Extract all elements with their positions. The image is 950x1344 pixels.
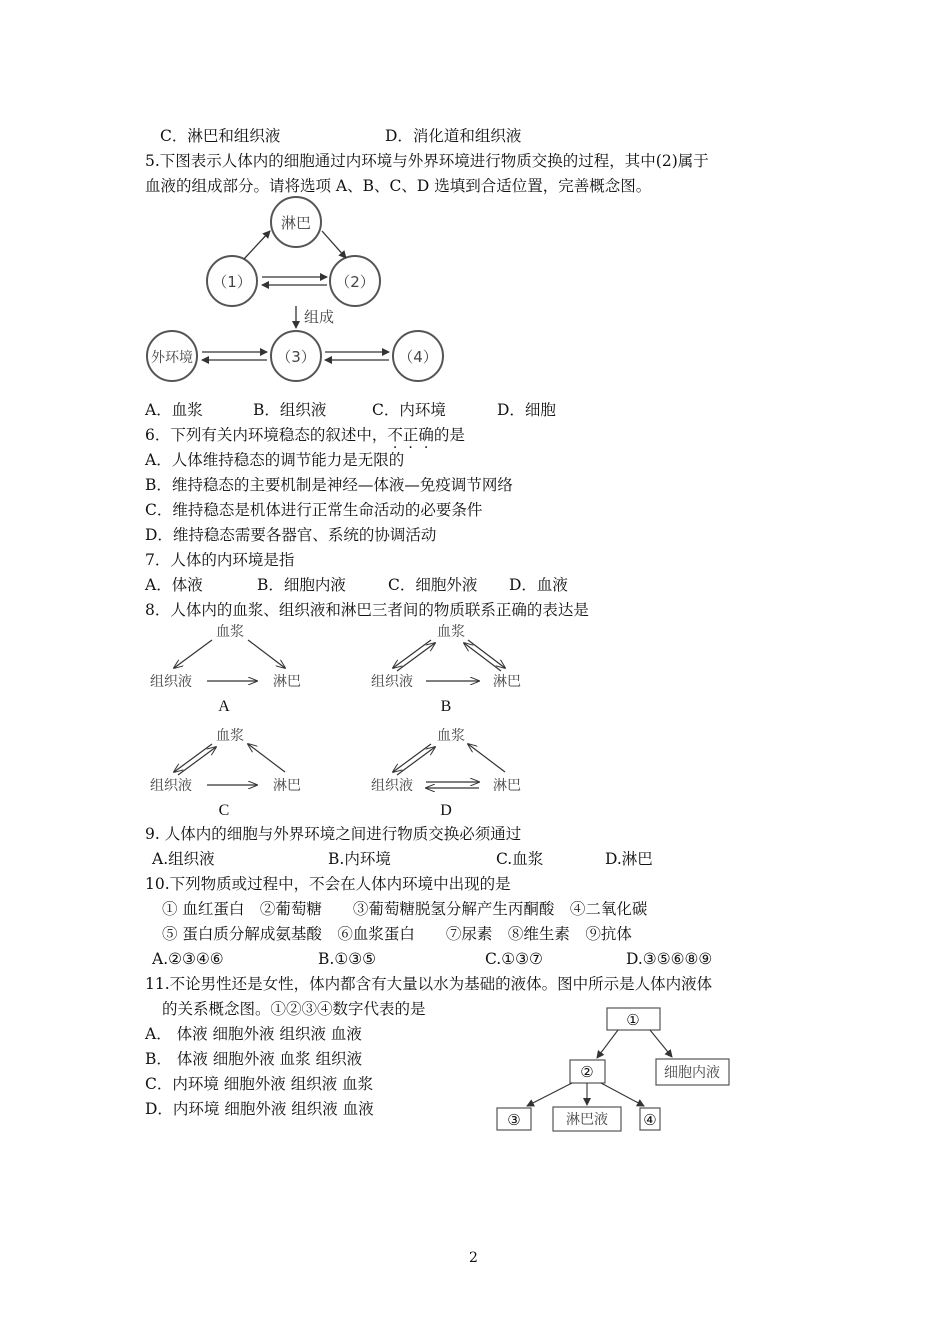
q7-option-b: B．细胞内液 xyxy=(257,576,346,594)
q9-option-b: B.内环境 xyxy=(328,850,391,868)
q11-option-d: D．内环境 细胞外液 组织液 血液 xyxy=(145,1100,374,1118)
q6-option-b: B．维持稳态的主要机制是神经—体液—免疫调节网络 xyxy=(145,476,513,494)
q11-stem-line1: 11.不论男性还是女性，体内都含有大量以水为基础的液体。图中所示是人体内液体 xyxy=(145,975,713,993)
q5-lymph-label: 淋巴 xyxy=(280,214,312,232)
q10-option-a: A.②③④⑥ xyxy=(152,950,224,968)
q9-option-a: A.组织液 xyxy=(152,850,215,868)
q5-compose-label: 组成 xyxy=(304,308,335,326)
q8a-tissue: 组织液 xyxy=(150,674,192,690)
q8b-lymph: 淋巴 xyxy=(493,674,521,690)
q5-option-c: C．内环境 xyxy=(372,401,446,419)
q8d-plasma: 血浆 xyxy=(437,728,465,744)
q10-stem: 10.下列物质或过程中，不会在人体内环境中出现的是 xyxy=(145,875,511,893)
q8c-tissue: 组织液 xyxy=(150,778,192,794)
page-number: 2 xyxy=(469,1250,478,1266)
q11-option-a: A． 体液 细胞外液 组织液 血液 xyxy=(145,1025,362,1043)
q9-stem: 9. 人体内的细胞与外界环境之间进行物质交换必须通过 xyxy=(145,825,522,843)
q8a-caption: A xyxy=(218,698,230,715)
q8b-plasma: 血浆 xyxy=(437,624,465,640)
q10-option-b: B.①③⑤ xyxy=(318,950,377,968)
q10-option-c: C.①③⑦ xyxy=(485,950,543,968)
q5-node1-label: （1） xyxy=(212,273,252,291)
q6-stem-suffix: 的是 xyxy=(433,426,465,444)
q6-option-d: D．维持稳态需要各器官、系统的协调活动 xyxy=(145,526,437,544)
q5-node4-label: （4） xyxy=(398,348,438,366)
q11-option-c: C．内环境 细胞外液 组织液 血浆 xyxy=(145,1075,374,1093)
q11-stem-line2: 的关系概念图。①②③④数字代表的是 xyxy=(162,1000,426,1018)
q7-option-a: A．体液 xyxy=(145,576,203,594)
q6-emphasis-not: 不 xyxy=(387,426,403,444)
q8a-plasma: 血浆 xyxy=(216,624,244,640)
q8b-caption: B xyxy=(440,698,452,715)
q11-option-b: B． 体液 细胞外液 血浆 组织液 xyxy=(145,1050,363,1068)
q9-option-c: C.血浆 xyxy=(496,850,544,868)
q8d-lymph: 淋巴 xyxy=(493,778,521,794)
q11-box2-label: ② xyxy=(580,1065,594,1081)
q4-option-d: D．消化道和组织液 xyxy=(385,127,522,145)
q5-option-b: B．组织液 xyxy=(253,401,327,419)
q6-emphasis-que: 确 xyxy=(418,426,434,444)
q5-option-a: A．血浆 xyxy=(145,401,203,419)
q6-stem-prefix: 6．下列有关内环境稳态的叙述中， xyxy=(145,426,388,444)
q11-box3-label: ③ xyxy=(507,1113,521,1129)
q11-lymph-label: 淋巴液 xyxy=(566,1112,608,1128)
q10-items-row1: ① 血红蛋白 ②葡萄糖 ③葡萄糖脱氢分解产生丙酮酸 ④二氧化碳 xyxy=(162,900,648,918)
q5-stem-line2: 血液的组成部分。请将选项 A、B、C、D 选填到合适位置，完善概念图。 xyxy=(145,177,652,195)
q7-option-d: D．血液 xyxy=(509,576,568,594)
q9-option-d: D.淋巴 xyxy=(605,850,653,868)
q8c-lymph: 淋巴 xyxy=(273,778,301,794)
q8c-plasma: 血浆 xyxy=(216,728,244,744)
q8a-lymph: 淋巴 xyxy=(273,674,301,690)
q7-stem: 7．人体的内环境是指 xyxy=(145,551,295,569)
q8-stem: 8．人体内的血浆、组织液和淋巴三者间的物质联系正确的表达是 xyxy=(145,601,589,619)
q8d-tissue: 组织液 xyxy=(371,778,413,794)
q8d-caption: D xyxy=(440,802,452,819)
q11-box1-label: ① xyxy=(626,1013,640,1029)
q7-option-c: C．细胞外液 xyxy=(388,576,478,594)
q10-items-row2: ⑤ 蛋白质分解成氨基酸 ⑥血浆蛋白 ⑦尿素 ⑧维生素 ⑨抗体 xyxy=(162,925,632,943)
q5-external-label: 外环境 xyxy=(151,350,193,366)
q5-stem-line1: 5.下图表示人体内的细胞通过内环境与外界环境进行物质交换的过程，其中(2)属于 xyxy=(145,152,709,170)
q5-node2-label: （2） xyxy=(335,273,375,291)
q5-node3-label: （3） xyxy=(276,348,316,366)
q10-option-d: D.③⑤⑥⑧⑨ xyxy=(626,950,713,968)
q6-option-a: A．人体维持稳态的调节能力是无限的 xyxy=(145,451,405,469)
q6-emphasis-zheng: 正 xyxy=(402,426,419,444)
q11-box4-label: ④ xyxy=(643,1113,657,1129)
q5-option-d: D．细胞 xyxy=(497,401,556,419)
q4-option-c: C．淋巴和组织液 xyxy=(160,127,281,145)
q11-intracellular-label: 细胞内液 xyxy=(664,1065,720,1081)
q8c-caption: C xyxy=(218,802,230,819)
q6-option-c: C．维持稳态是机体进行正常生命活动的必要条件 xyxy=(145,501,483,519)
q8b-tissue: 组织液 xyxy=(371,674,413,690)
